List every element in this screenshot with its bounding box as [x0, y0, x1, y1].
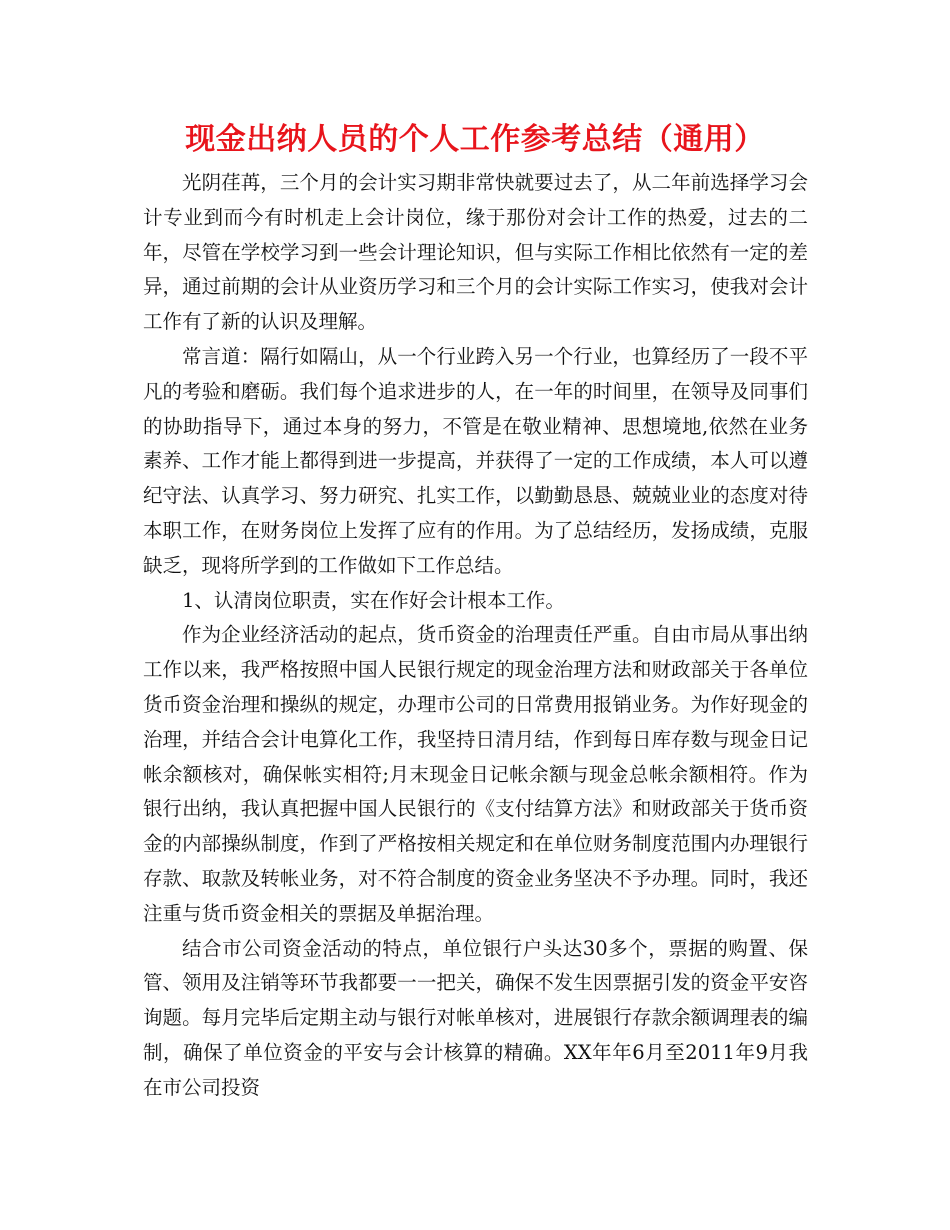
paragraph-cash-management: 作为企业经济活动的起点，货币资金的治理责任严重。自由市局从事出纳工作以来，我严格按照中国人民银行规定的现金治理方法和财政部关于各单位货币资金治理和操纵的规定，办理市公司的日常费用报销业务。为作好现金的治理，并结合会计电算化工作，我坚持日清月结，作到每日库存数与现金日记帐余额核对，确保帐实相符;月末现金日记帐余额与现金总帐余额相符。作为银行出纳，我认真把握中国人民银行的《支付结算方法》和财政部关于货币资金的内部操纵制度，作到了严格按相关规定和在单位财务制度范围内办理银行存款、取款及转帐业务，对不符合制度的资金业务坚决不予办理。同时，我还注重与货币资金相关的票据及单据治理。: [143, 623, 808, 925]
document-body: [143, 166, 808, 1106]
document-title: 现金出纳人员的个人工作参考总结（通用）: [185, 122, 765, 157]
section-heading-1: 1、认清岗位职责，实在作好会计根本工作。: [182, 588, 565, 612]
paragraph-proverb: 常言道：隔行如隔山，从一个行业跨入另一个行业，也算经历了一段不平凡的考验和磨砺。我们每个追求进步的人，在一年的时间里，在领导及同事们的协助指导下，通过本身的努力，不管是在敬业精神、思想境地,依然在业务素养、工作才能上都得到进一步提高，并获得了一定的工作成绩，本人可以遵纪守法、认真学习、努力研究、扎实工作，以勤勤恳恳、兢兢业业的态度对待本职工作，在财务岗位上发挥了应有的作用。为了总结经历，发扬成绩，克服缺乏，现将所学到的工作做如下工作总结。: [143, 344, 808, 577]
paragraph-intro: 光阴荏苒，三个月的会计实习期非常快就要过去了，从二年前选择学习会计专业到而今有时机走上会计岗位，缘于那份对会计工作的热爱，过去的二年，尽管在学校学习到一些会计理论知识，但与实际工作相比依然有一定的差异，通过前期的会计从业资历学习和三个月的会计实际工作实习，使我对会计工作有了新的认识及理解。: [143, 171, 808, 334]
paragraph-bank-accounts: 结合市公司资金活动的特点，单位银行户头达30多个，票据的购置、保管、领用及注销等环节我都要一一把关，确保不发生因票据引发的资金平安咨询题。每月完毕后定期主动与银行对帐单核对，进展银行存款余额调理表的编制，确保了单位资金的平安与会计核算的精确。XX年年6月至2011年9月我在市公司投资: [143, 936, 808, 1099]
